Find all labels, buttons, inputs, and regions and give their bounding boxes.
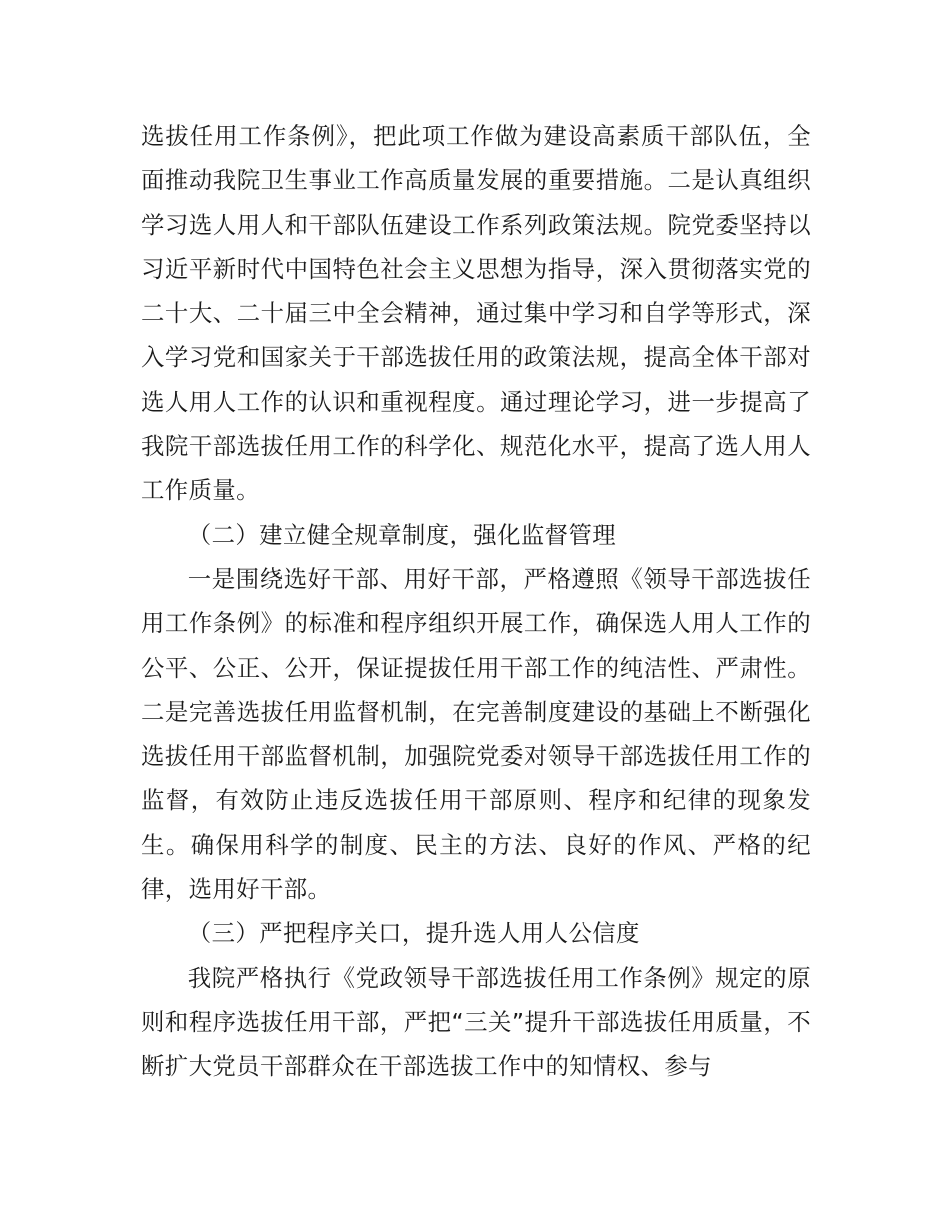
section-heading-2: （二）建立健全规章制度，强化监督管理	[187, 520, 617, 549]
paragraph-2: 一是围绕选好干部、用好干部，严格遵照《领导干部选拔任用工作条例》的标准和程序组织开展工作，确保选人用人工作的公平、公正、公开，保证提拔任用干部工作的纯洁性、严肃性。二是完善选拔任用监督机制，在完善制度建设的基础上不断强化选拔任用干部监督机制，加强院党委对领导干部选拔任用工作的监督，有效防止违反选拔任用干部原则、程序和纪律的现象发生。确保用科学的制度、民主的方法、良好的作风、严格的纪律，选用好干部。	[141, 564, 811, 904]
document-body	[141, 114, 811, 1089]
paragraph-3: 我院严格执行《党政领导干部选拔任用工作条例》规定的原则和程序选拔任用干部，严把“三关”提升干部选拔任用质量，不断扩大党员干部群众在干部选拔工作中的知情权、参与	[141, 963, 811, 1081]
paragraph-1: 选拔任用工作条例》，把此项工作做为建设高素质干部队伍，全面推动我院卫生事业工作高质量发展的重要措施。二是认真组织学习选人用人和干部队伍建设工作系列政策法规。院党委坚持以习近平新时代中国特色社会主义思想为指导，深入贯彻落实党的二十大、二十届三中全会精神，通过集中学习和自学等形式，深入学习党和国家关于干部选拔任用的政策法规，提高全体干部对选人用人工作的认识和重视程度。通过理论学习，进一步提高了我院干部选拔任用工作的科学化、规范化水平，提高了选人用人工作质量。	[141, 122, 811, 505]
section-heading-3: （三）严把程序关口，提升选人用人公信度	[187, 919, 640, 948]
